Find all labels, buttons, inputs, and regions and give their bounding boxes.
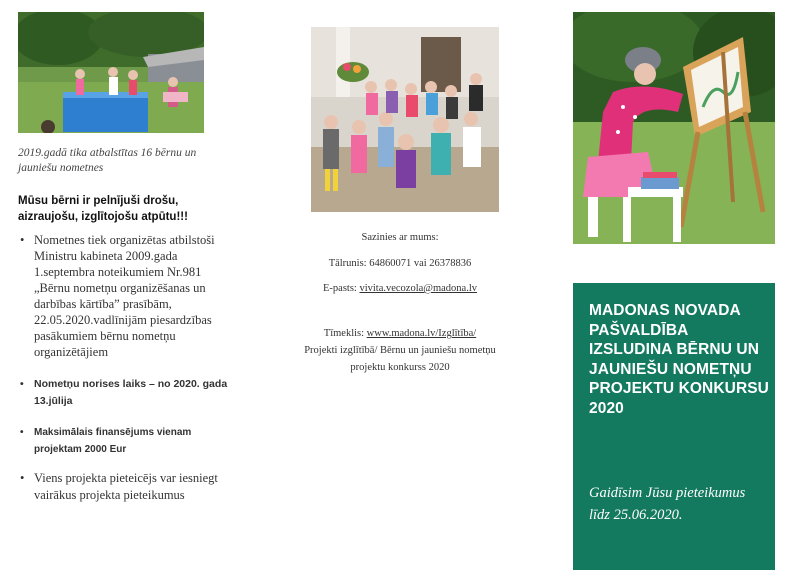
website-label: Tīmeklis: xyxy=(323,328,367,339)
phone-label: Tālrunis: xyxy=(328,258,370,269)
email-line xyxy=(300,283,500,294)
phone-line xyxy=(300,258,500,269)
bullet-item-max-funding: • Maksimālais finansējums vienam projektam 2000 Eur xyxy=(18,424,233,458)
contact-title: Sazinies ar mums: xyxy=(361,232,439,243)
announcement-box xyxy=(573,283,775,570)
children-group-photo xyxy=(311,27,499,212)
children-pool-photo xyxy=(18,12,204,133)
website-block xyxy=(300,325,500,376)
photo-caption: 2019.gadā tika atbalstītas 16 bērnu un jauniešu nometnes xyxy=(18,147,197,174)
website-path: Projekti izglītībā/ Bērnu un jauniešu nometņu projektu konkurss 2020 xyxy=(304,345,496,373)
phone-value: 64860071 vai 26378836 xyxy=(369,258,472,269)
announcement-title: MADONAS NOVADA PAŠVALDĪBA IZSLUDINA BĒRNU UN JAUNIEŠU NOMETŅU PROJEKTU KONKURSU 2020 xyxy=(589,302,769,417)
bullet-item-multiple-applications: • Viens projekta pieteicējs var iesniegt vairākus projekta pieteikumus xyxy=(18,470,233,504)
section-heading: Mūsu bērni ir pelnījuši drošu, aizraujošu, izglītojošu atpūtu!!! xyxy=(18,195,188,223)
info-bullet-list xyxy=(18,232,233,504)
girl-painting-photo xyxy=(573,12,775,244)
email-link[interactable]: vivita.vecozola@madona.lv xyxy=(359,283,477,294)
bullet-item-camp-dates: • Nometņu norises laiks – no 2020. gada 13.jūlija xyxy=(18,376,233,410)
email-label: E-pasts: xyxy=(323,283,360,294)
application-deadline: Gaidīsim Jūsu pieteikumus līdz 25.06.2020. xyxy=(589,485,746,523)
website-link[interactable]: www.madona.lv/Izglītība/ xyxy=(366,328,477,339)
bullet-item-regulations: • Nometnes tiek organizētas atbilstoši Ministru kabineta 2009.gada 1.septembra noteikumiem Nr.981 „Bērnu nometņu organizēšanas un darbības kārtība” prasībām, 22.05.2020.vadlīnijām piesardzības pasākumiem bērnu nometņu organizētājiem xyxy=(18,232,233,360)
